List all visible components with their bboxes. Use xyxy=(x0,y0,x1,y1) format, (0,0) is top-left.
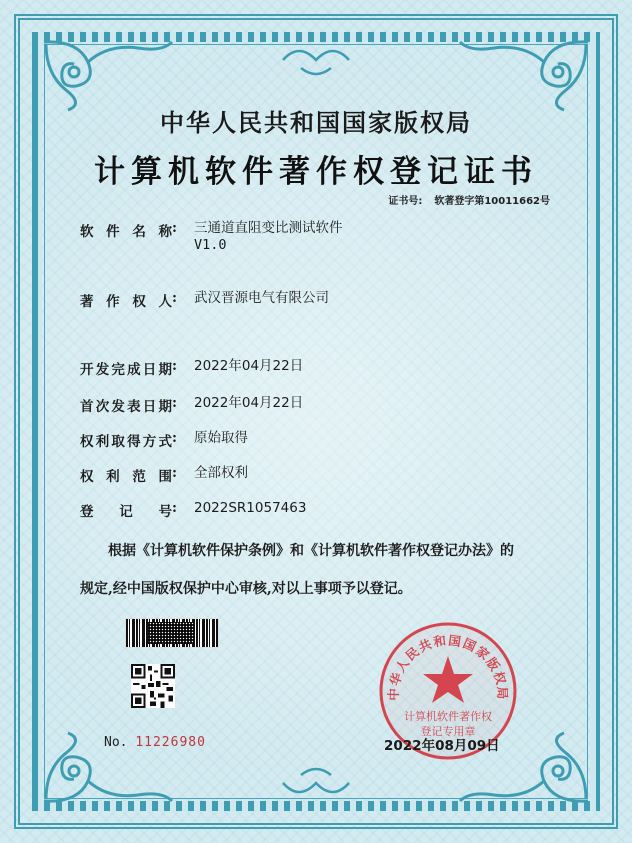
registration-statement xyxy=(80,532,560,608)
serial-prefix: No. xyxy=(104,735,128,750)
software-version-value: V1.0 xyxy=(194,237,227,253)
field-label: 著作权人 xyxy=(80,294,172,310)
software-name-value: 三通道直阻变比测试软件 xyxy=(194,220,343,236)
field-rights-scope xyxy=(80,465,248,485)
field-completion-date xyxy=(80,358,303,378)
top-center-ornament xyxy=(281,40,351,80)
corner-ornament-top-left xyxy=(38,34,178,114)
statement-line-2: 规定,经中国版权保护中心审核,对以上事项予以登记。 xyxy=(80,581,412,597)
field-acquisition-method xyxy=(80,430,248,450)
issue-date: 2022年08月09日 xyxy=(384,738,500,754)
field-value: 2022年04月22日 xyxy=(194,358,304,374)
field-colon: : xyxy=(172,500,177,516)
barcode xyxy=(125,618,219,648)
field-label: 权利取得方式 xyxy=(80,434,172,450)
field-label: 权利范围 xyxy=(80,469,172,485)
field-colon: : xyxy=(172,395,177,411)
certificate-number-label: 证书号: xyxy=(388,196,423,207)
corner-ornament-top-right xyxy=(454,34,594,114)
field-value: 2022年04月22日 xyxy=(194,395,304,411)
field-colon: : xyxy=(172,465,177,481)
seal-inner-line-2: 登记专用章 xyxy=(420,725,476,738)
field-copyright-owner xyxy=(80,290,329,310)
field-label: 开发完成日期 xyxy=(80,362,172,378)
field-label: 软件名称 xyxy=(80,224,172,240)
field-label: 登记号 xyxy=(80,504,172,520)
field-software-name xyxy=(80,220,343,254)
certificate-number xyxy=(388,192,550,207)
issuer-name: 中华人民共和国国家版权局 xyxy=(160,108,472,137)
field-colon: : xyxy=(172,430,177,446)
seal-ring-text: 中华人民共和国国家版权局 xyxy=(385,632,511,701)
bottom-center-ornament xyxy=(281,763,351,803)
qr-code xyxy=(131,664,175,708)
field-colon: : xyxy=(172,220,177,236)
serial-value: 11226980 xyxy=(135,735,206,750)
field-value: 2022SR1057463 xyxy=(194,500,307,516)
field-colon: : xyxy=(172,358,177,374)
field-colon: : xyxy=(172,290,177,306)
field-value: 武汉晋源电气有限公司 xyxy=(194,290,329,306)
field-value: 全部权利 xyxy=(194,465,248,481)
field-registration-number xyxy=(80,500,306,520)
field-label: 首次发表日期 xyxy=(80,399,172,415)
field-publication-date xyxy=(80,395,303,415)
field-value xyxy=(194,220,343,254)
certificate-title: 计算机软件著作权登记证书 xyxy=(94,154,538,190)
seal-inner-line-1: 计算机软件著作权 xyxy=(404,710,492,723)
certificate-number-value: 软著登字第10011662号 xyxy=(434,196,550,207)
serial-number xyxy=(104,735,206,750)
statement-line-1: 根据《计算机软件保护条例》和《计算机软件著作权登记办法》的 xyxy=(108,543,514,559)
field-value: 原始取得 xyxy=(194,430,248,446)
